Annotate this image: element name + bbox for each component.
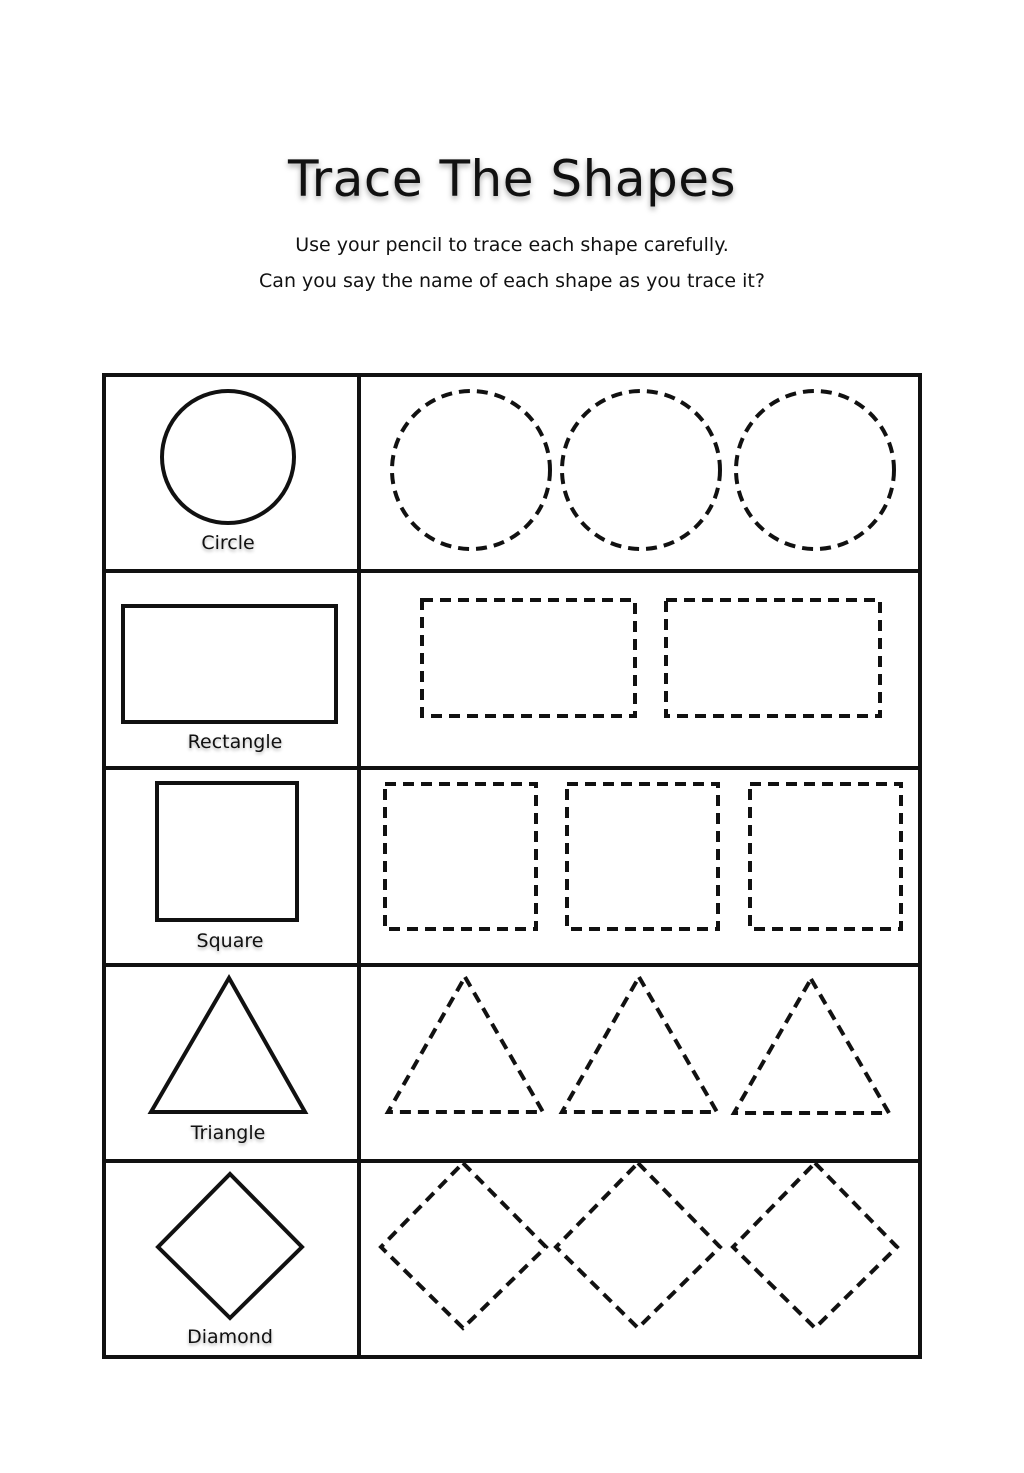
circle-label: Circle: [201, 532, 255, 554]
diamond-trace-icon[interactable]: [733, 1163, 897, 1328]
triangle-trace-icon[interactable]: [734, 979, 889, 1113]
square-trace-icon[interactable]: [567, 784, 718, 929]
page-title: Trace The Shapes: [287, 150, 737, 208]
diamond-trace-icon[interactable]: [381, 1163, 546, 1328]
diamond-label: Diamond: [187, 1326, 273, 1348]
triangle-trace-icon[interactable]: [562, 977, 717, 1112]
rectangle-example-icon: [123, 606, 336, 722]
square-trace-icon[interactable]: [750, 784, 901, 929]
instruction-line-2: Can you say the name of each shape as you trace it?: [259, 270, 765, 292]
square-example-icon: [157, 783, 297, 920]
triangle-example-icon: [151, 978, 305, 1112]
diamond-example-icon: [158, 1174, 302, 1318]
triangle-label: Triangle: [190, 1122, 266, 1144]
rectangle-label: Rectangle: [187, 731, 283, 753]
circle-trace-icon[interactable]: [736, 391, 894, 549]
square-trace-icon[interactable]: [385, 784, 536, 929]
instruction-line-1: Use your pencil to trace each shape carefully.: [295, 234, 729, 256]
circle-trace-icon[interactable]: [392, 391, 550, 549]
circle-trace-icon[interactable]: [562, 391, 720, 549]
rectangle-trace-icon[interactable]: [666, 600, 880, 716]
rectangle-trace-icon[interactable]: [422, 600, 635, 716]
triangle-trace-icon[interactable]: [388, 977, 543, 1112]
circle-example-icon: [162, 391, 294, 523]
diamond-trace-icon[interactable]: [556, 1163, 720, 1328]
square-label: Square: [196, 930, 264, 952]
